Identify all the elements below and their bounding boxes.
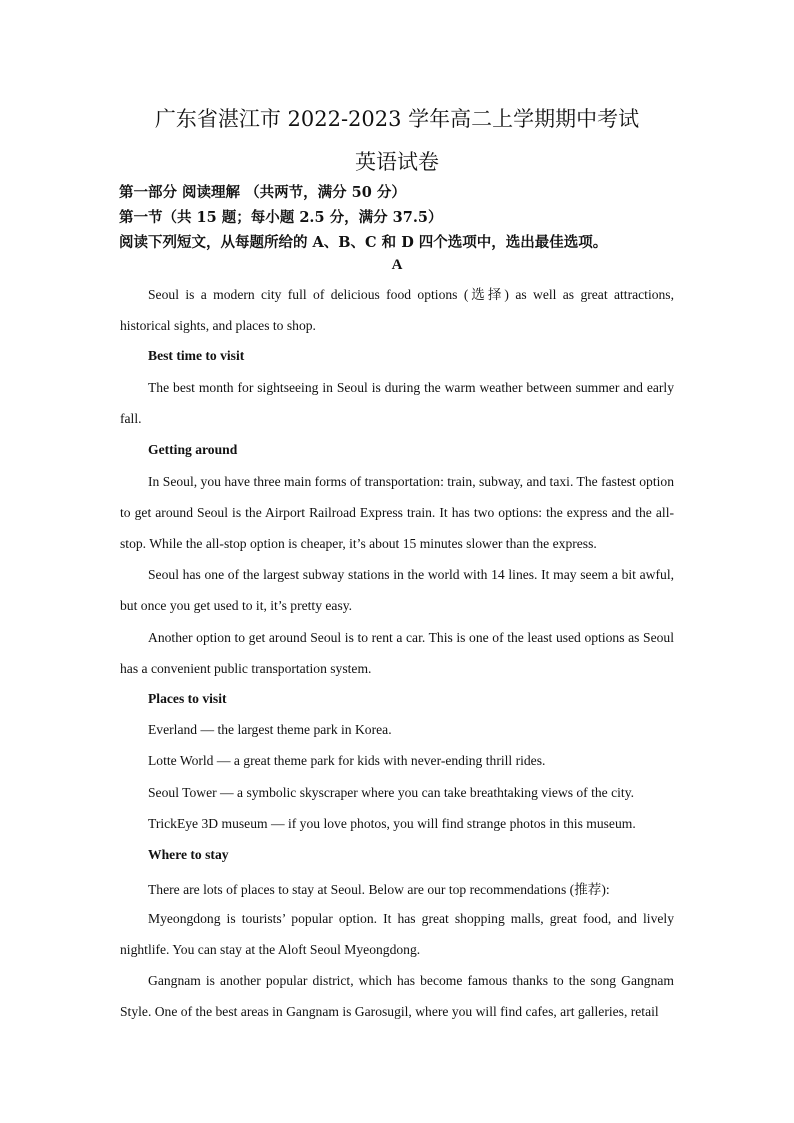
- places-heading: Places to visit: [148, 691, 227, 706]
- part-one-heading: 第一部分 阅读理解 （共两节，满分 50 分）: [119, 184, 406, 201]
- place-item: Seoul Tower — a symbolic skyscraper where you can take breathtaking views of the city.: [148, 785, 635, 800]
- getting-around-heading: Getting around: [148, 442, 238, 457]
- stay-paragraph-1: Myeongdong is tourists’ popular option. It has great shopping malls, great food, and lively nightlife. You can stay at the Aloft Seoul Myeongdong.: [120, 911, 674, 957]
- best-time-heading: Best time to visit: [148, 348, 245, 363]
- stay-intro: There are lots of places to stay at Seoul. Below are our top recommendations (推荐):: [148, 882, 610, 897]
- place-item: Lotte World — a great theme park for kids with never-ending thrill rides.: [148, 753, 546, 768]
- getting-around-paragraph-1: In Seoul, you have three main forms of transportation: train, subway, and taxi. The fastest option to get around Seoul is the Airport Railroad Express train. It has two options: the express and the all-stop. While the all-stop option is cheaper, it’s about 15 minutes slower than the express.: [120, 474, 674, 551]
- best-time-text: The best month for sightseeing in Seoul is during the warm weather between summer and early fall.: [120, 380, 674, 426]
- exam-subtitle: 英语试卷: [355, 150, 439, 174]
- getting-around-paragraph-2: Seoul has one of the largest subway stations in the world with 14 lines. It may seem a bit awful, but once you get used to it, it’s pretty easy.: [120, 567, 674, 613]
- section-one-heading: 第一节（共 15 题；每小题 2.5 分，满分 37.5）: [119, 209, 443, 226]
- instruction-text: 阅读下列短文，从每题所给的 A、B、C 和 D 四个选项中，选出最佳选项。: [119, 234, 608, 251]
- stay-paragraph-2: Gangnam is another popular district, which has become famous thanks to the song Gangnam Style. One of the best areas in Gangnam is Garosugil, where you will find cafes, art galleries, retail: [120, 973, 674, 1019]
- getting-around-paragraph-3: Another option to get around Seoul is to rent a car. This is one of the least used options as Seoul has a convenient public transportation system.: [120, 630, 674, 676]
- where-to-stay-heading: Where to stay: [148, 847, 229, 862]
- passage-letter: A: [391, 257, 403, 273]
- place-item: TrickEye 3D museum — if you love photos, you will find strange photos in this museum.: [148, 816, 636, 831]
- exam-title: 广东省湛江市 2022-2023 学年高二上学期期中考试: [154, 107, 640, 131]
- place-item: Everland — the largest theme park in Korea.: [148, 722, 392, 737]
- passage-intro: Seoul is a modern city full of delicious food options (选择) as well as great attractions, historical sights, and places to shop.: [120, 287, 674, 333]
